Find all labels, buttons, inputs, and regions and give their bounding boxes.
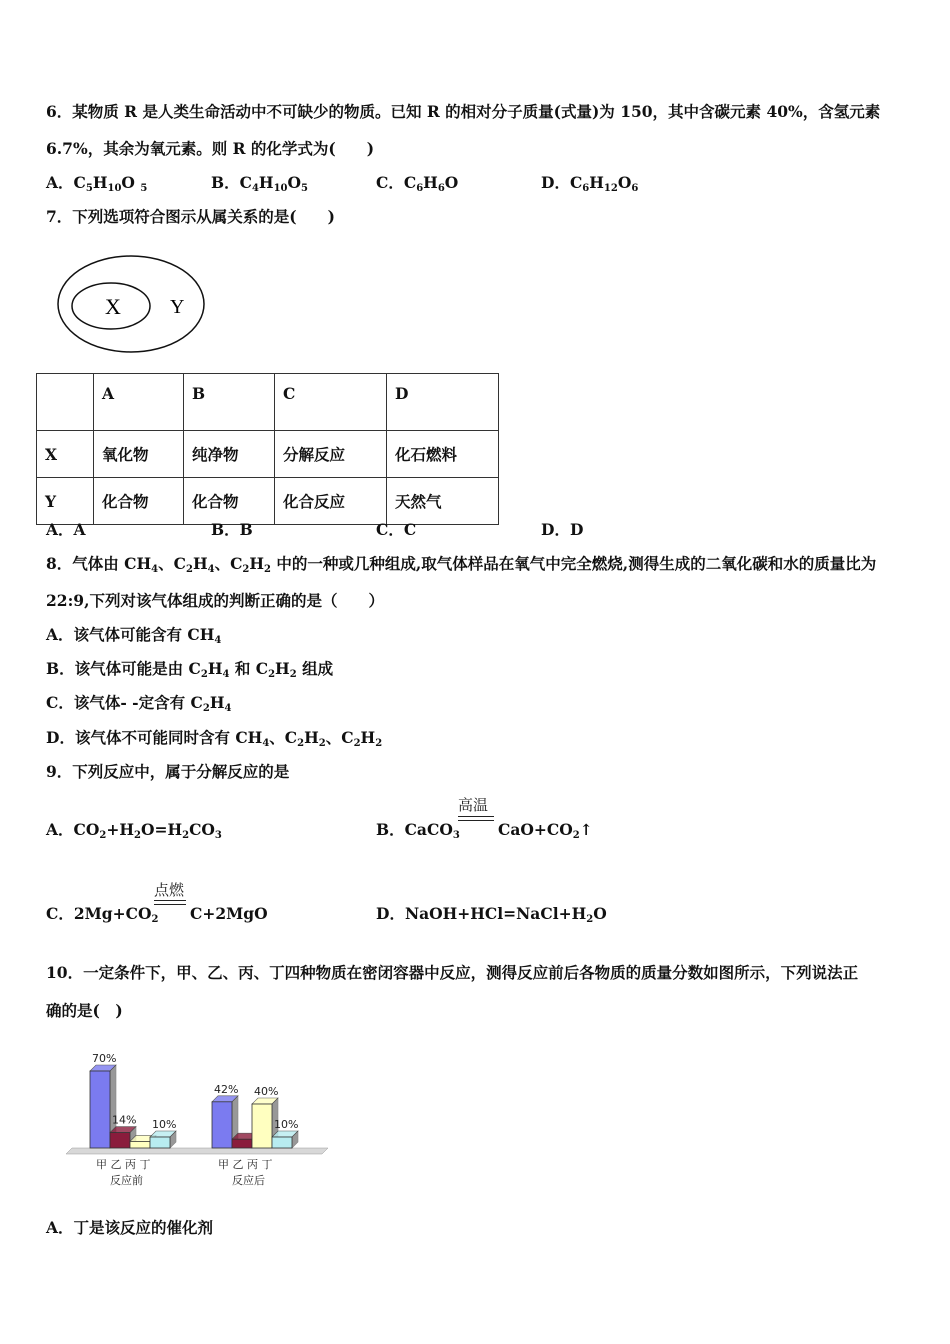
bar-丁: [150, 1137, 170, 1148]
venn-label-y: Y: [170, 296, 185, 318]
q10-stem-line2: 确的是( ): [46, 1001, 123, 1020]
reaction-arrow-double-line: [154, 900, 186, 905]
q10-stem-line1: 10．一定条件下，甲、乙、丙、丁四种物质在密闭容器中反应，测得反应前后各物质的质量分数如图所示，下列说法正: [46, 963, 859, 982]
table-cell: 氧化物: [94, 431, 184, 478]
q7-option-b[interactable]: B．B: [211, 520, 253, 539]
bar-乙: [232, 1139, 252, 1148]
reaction-arrow-double-line: [458, 816, 494, 821]
q6-option-c[interactable]: C．$C_6H_6O$: [376, 173, 459, 194]
table-row: [37, 431, 499, 478]
q7-stem: 7．下列选项符合图示从属关系的是( ): [46, 207, 335, 226]
table-cell: Y: [37, 478, 94, 525]
q7-option-d[interactable]: D．D: [541, 520, 584, 539]
category-labels: 甲 乙 丙 丁: [96, 1158, 151, 1171]
data-label: 42%: [214, 1082, 239, 1096]
table-row: [37, 478, 499, 525]
q6-option-a[interactable]: A．$C_5H_{10}O$ $_5$: [46, 173, 148, 194]
q8-option-c[interactable]: C．该气体- -定含有 $C_2H_4$: [46, 693, 232, 714]
table-header-row: [37, 374, 499, 431]
table-cell: A: [94, 374, 184, 431]
bar-甲: [212, 1102, 232, 1148]
q8-option-b[interactable]: B．该气体可能是由 $C_2H_4$ 和 $C_2H_2$ 组成: [46, 659, 334, 680]
data-label: 70%: [92, 1052, 117, 1065]
bar-丁: [272, 1137, 292, 1148]
q6-option-b[interactable]: B．$C_4H_{10}O_5$: [211, 173, 308, 194]
bar-丙: [130, 1141, 150, 1148]
table-cell: 化石燃料: [387, 431, 499, 478]
table-cell: 纯净物: [184, 431, 275, 478]
table-cell: X: [37, 431, 94, 478]
q9-stem: 9．下列反应中，属于分解反应的是: [46, 762, 290, 781]
q6-stem-line1: 6．某物质 R 是人类生命活动中不可缺少的物质。已知 R 的相对分子质量(式量)为 150，其中含碳元素 40%，含氢元素: [46, 102, 881, 121]
chart-floor: [66, 1148, 328, 1154]
q10-option-a[interactable]: A．丁是该反应的催化剂: [46, 1218, 214, 1237]
table-cell: 化合物: [184, 478, 275, 525]
table-cell: C: [275, 374, 387, 431]
q6-stem-line2: 6.7%，其余为氧元素。则 R 的化学式为( ): [46, 139, 375, 158]
venn-label-x: X: [105, 294, 121, 319]
table-cell: B: [184, 374, 275, 431]
data-label: 10%: [152, 1118, 177, 1131]
table-cell: 天然气: [387, 478, 499, 525]
group-label: 反应前: [110, 1174, 143, 1187]
data-label: 40%: [254, 1085, 279, 1098]
q7-options-table: [36, 373, 499, 525]
table-cell: 分解反应: [275, 431, 387, 478]
q8-stem-line1: 8．气体由 $CH_4$、$C_2H_4$、$C_2H_2$ 中的一种或几种组成,取气体样品在氧气中完全燃烧,测得生成的二氧化碳和水的质量比为: [46, 554, 877, 575]
data-label: 14%: [112, 1113, 137, 1127]
q8-option-a[interactable]: A．该气体可能含有 $CH_4$: [46, 625, 222, 646]
q7-option-a[interactable]: A．A: [46, 520, 86, 539]
bar-乙: [110, 1133, 130, 1148]
q9-option-d[interactable]: D．$NaOH+HCl=NaCl+H_2O$: [376, 904, 607, 925]
condition-label-ignite: 点燃: [154, 881, 185, 899]
table-cell: [37, 374, 94, 431]
q8-option-d[interactable]: D．该气体不可能同时含有 $CH_4$、$C_2H_2$、$C_2H_2$: [46, 728, 383, 749]
q9-option-c[interactable]: C．$2Mg+CO_2$: [46, 904, 159, 925]
bar-chart: [60, 1040, 340, 1190]
category-labels: 甲 乙 丙 丁: [218, 1158, 273, 1171]
table-cell: 化合反应: [275, 478, 387, 525]
condition-label-high-temp: 高温: [458, 796, 489, 814]
q8-stem-line2: 22:9,下列对该气体组成的判断正确的是（ ）: [46, 591, 384, 610]
q9-option-b[interactable]: B．CaCO$_3$: [376, 820, 460, 841]
q9-option-b-product: $CaO+CO_2↑$: [498, 820, 593, 841]
q6-option-d[interactable]: D．$C_6H_{12}O_6$: [541, 173, 639, 194]
q9-option-c-product: C+2MgO: [190, 904, 268, 923]
bar-丙: [252, 1104, 272, 1148]
data-label: 10%: [274, 1118, 299, 1131]
table-cell: D: [387, 374, 499, 431]
group-label: 反应后: [232, 1174, 265, 1187]
table-cell: 化合物: [94, 478, 184, 525]
venn-diagram: [56, 253, 208, 355]
q9-option-a[interactable]: A．$CO_2+H_2O=H_2CO_3$: [46, 820, 222, 841]
bar-甲: [90, 1071, 110, 1148]
q7-option-c[interactable]: C．C: [376, 520, 417, 539]
